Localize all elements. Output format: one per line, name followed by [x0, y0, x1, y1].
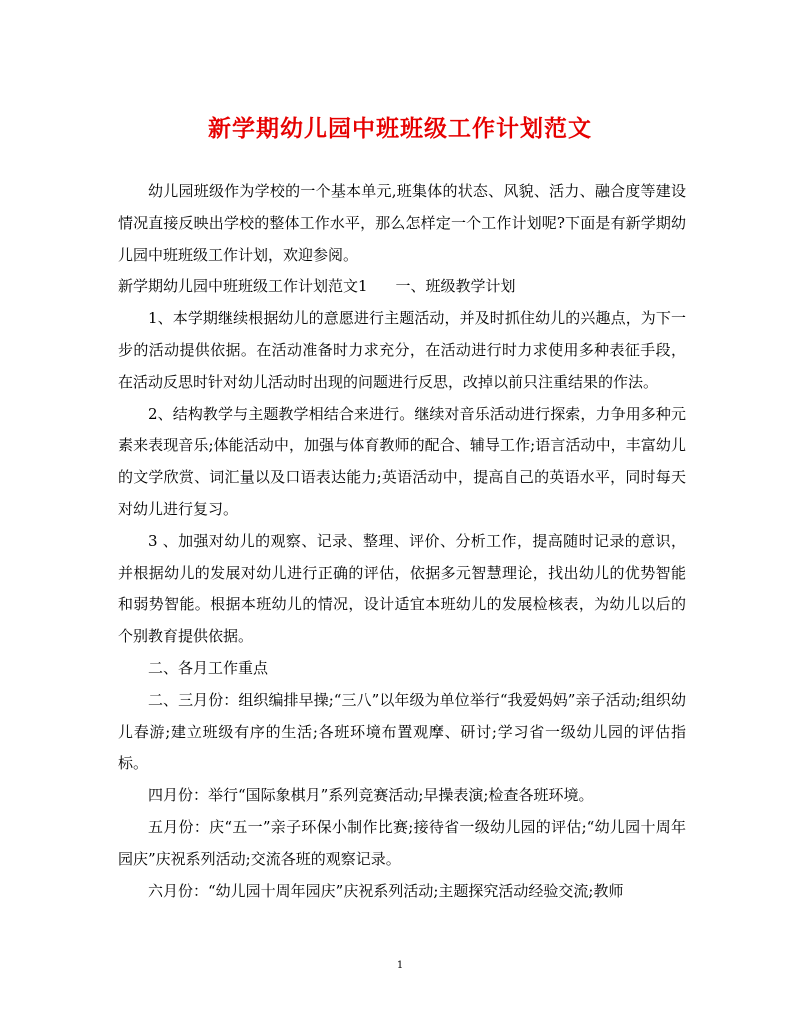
item-1-paragraph: 1、本学期继续根据幼儿的意愿进行主题活动，并及时抓住幼儿的兴趣点，为下一步的活动提供依据。在活动准备时力求充分，在活动进行时力求使用多种表征手段，在活动反思时针对幼儿活动时出现的问题进行反思，改掉以前只注重结果的作法。: [118, 309, 686, 391]
march-paragraph: 二、三月份：组织编排早操;“三八”以年级为单位举行“我爱妈妈”亲子活动;组织幼儿春游;建立班级有序的生活;各班环境布置观摩、研讨;学习省一级幼儿园的评估指标。: [118, 690, 686, 773]
section2-title: 二、各月工作重点: [148, 658, 269, 677]
section1-title: 一、班级教学计划: [395, 277, 516, 296]
intro-paragraph: 幼儿园班级作为学校的一个基本单元,班集体的状态、风貌、活力、融合度等建设情况直接反映出学校的整体工作水平，那么怎样定一个工作计划呢?下面是有新学期幼儿园中班班级工作计划，欢迎参阅。: [118, 182, 686, 264]
document-body: [118, 176, 686, 907]
document-title: 新学期幼儿园中班班级工作计划范文: [208, 115, 592, 142]
june-paragraph: 六月份：“幼儿园十周年园庆”庆祝系列活动;主题探究活动经验交流;教师: [148, 881, 624, 900]
page-number: 1: [396, 960, 404, 971]
subheading: 新学期幼儿园中班班级工作计划范文1: [118, 277, 368, 296]
subheading-line: [118, 271, 686, 303]
april-paragraph: 四月份：举行“国际象棋月”系列竞赛活动;早操表演;检查各班环境。: [148, 786, 594, 805]
item-2-paragraph: 2、结构教学与主题教学相结合来进行。继续对音乐活动进行探索，力争用多种元素来表现音乐;体能活动中，加强与体育教师的配合、辅导工作;语言活动中，丰富幼儿的文学欣赏、词汇量以及口语表达能力;英语活动中，提高自己的英语水平，同时每天对幼儿进行复习。: [118, 404, 686, 518]
item-3-paragraph: 3 、加强对幼儿的观察、记录、整理、评价、分析工作，提高随时记录的意识，并根据幼儿的发展对幼儿进行正确的评估，依据多元智慧理论，找出幼儿的优势智能和弱势智能。根据本班幼儿的情况，设计适宜本班幼儿的发展检核表，为幼儿以后的个别教育提供依据。: [118, 531, 686, 646]
may-paragraph: 五月份：庆“五一”亲子环保小制作比赛;接待省一级幼儿园的评估;“幼儿园十周年园庆”庆祝系列活动;交流各班的观察记录。: [118, 817, 686, 868]
